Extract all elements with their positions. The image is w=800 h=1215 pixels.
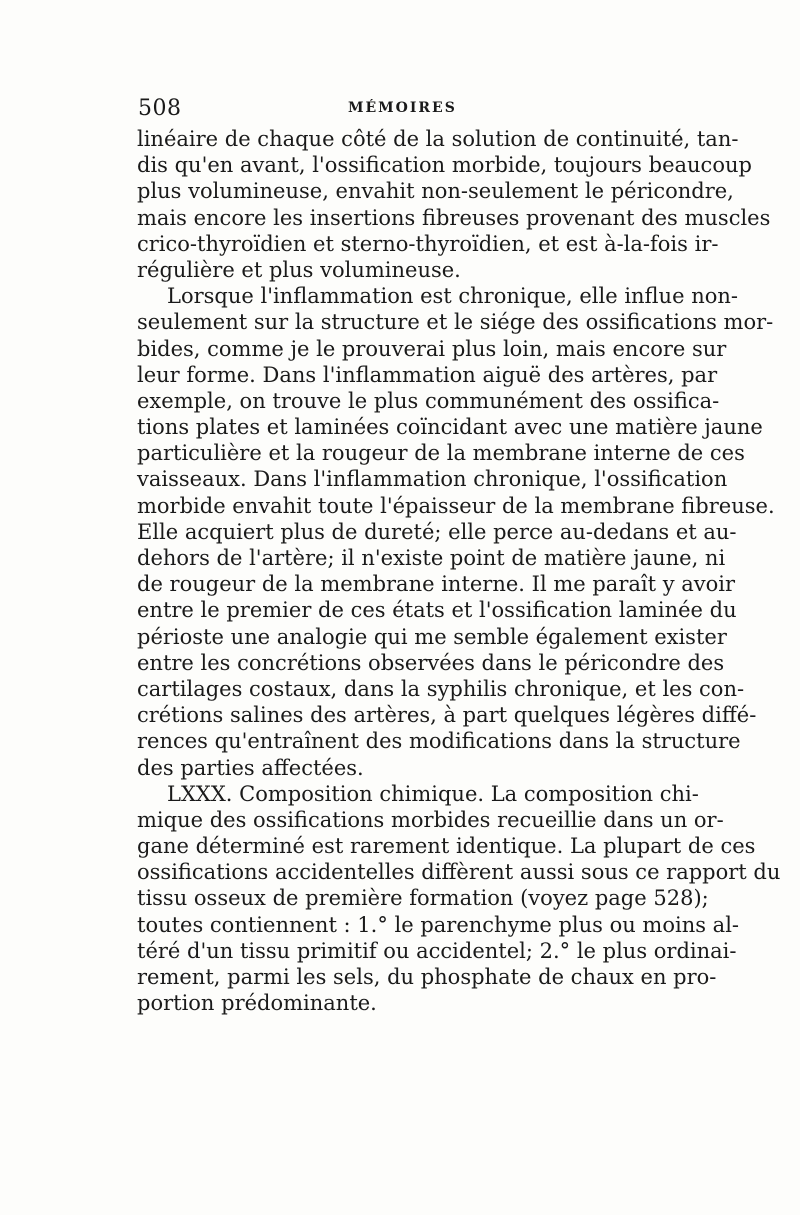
running-head: MÉMOIRES xyxy=(348,100,457,116)
text-line: crétions salines des artères, à part quelques légères diffé- xyxy=(137,703,757,728)
text-line: ossifications accidentelles diffèrent aussi sous ce rapport du xyxy=(137,860,781,885)
text-line: Elle acquiert plus de dureté; elle perce au-dedans et au- xyxy=(137,519,737,544)
text-line: leur forme. Dans l'inflammation aiguë des artères, par xyxy=(137,362,718,387)
text-line: régulière et plus volumineuse. xyxy=(137,257,461,282)
text-line: périoste une analogie qui me semble également exister xyxy=(137,624,727,649)
text-line: toutes contiennent : 1.° le parenchyme plus ou moins al- xyxy=(137,912,740,937)
text-line: rement, parmi les sels, du phosphate de chaux en pro- xyxy=(137,965,717,989)
text-line: de rougeur de la membrane interne. Il me paraît y avoir xyxy=(137,572,736,597)
text-line: tissu osseux de première formation (voyez page 528); xyxy=(137,886,709,911)
text-line: morbide envahit toute l'épaisseur de la membrane fibreuse. xyxy=(137,493,775,518)
text-line: linéaire de chaque côté de la solution de continuité, tan- xyxy=(137,127,739,151)
page-header xyxy=(138,96,658,126)
page-number: 508 xyxy=(138,96,182,121)
text-line: plus volumineuse, envahit non-seulement le péricondre, xyxy=(137,179,734,204)
text-line: rences qu'entraînent des modifications dans la structure xyxy=(137,729,741,754)
text-line: crico-thyroïdien et sterno-thyroïdien, et est à-la-fois ir- xyxy=(137,231,719,256)
text-line: dehors de l'artère; il n'existe point de matière jaune, ni xyxy=(137,546,726,570)
text-line: portion prédominante. xyxy=(137,991,377,1016)
text-line: vaisseaux. Dans l'inflammation chronique, l'ossification xyxy=(137,467,728,492)
text-line: cartilages costaux, dans la syphilis chronique, et les con- xyxy=(137,676,745,701)
text-line: entre les concrétions observées dans le péricondre des xyxy=(137,650,725,675)
text-line: des parties affectées. xyxy=(137,755,364,780)
text-line: tions plates et laminées coïncidant avec une matière jaune xyxy=(137,415,763,440)
text-line: exemple, on trouve le plus communément des ossifica- xyxy=(137,388,720,413)
text-line: gane déterminé est rarement identique. La plupart de ces xyxy=(137,834,756,859)
text-line: mais encore les insertions fibreuses provenant des muscles xyxy=(137,205,771,230)
text-line: seulement sur la structure et le siége des ossifications mor- xyxy=(137,310,774,335)
bleed-through-text xyxy=(134,1030,654,1050)
body-text xyxy=(137,126,781,1016)
text-line: particulière et la rougeur de la membrane interne de ces xyxy=(137,441,745,466)
text-line: téré d'un tissu primitif ou accidentel; 2.° le plus ordinai- xyxy=(137,938,737,963)
text-line: Lorsque l'inflammation est chronique, elle influe non- xyxy=(167,284,738,309)
text-line: entre le premier de ces états et l'ossification laminée du xyxy=(137,598,737,623)
section-heading-line: LXXX. Composition chimique. La composition chi- xyxy=(167,781,699,806)
text-line: mique des ossifications morbides recueillie dans un or- xyxy=(137,807,724,832)
text-line: dis qu'en avant, l'ossification morbide, toujours beaucoup xyxy=(137,153,752,178)
text-line: bides, comme je le prouverai plus loin, mais encore sur xyxy=(137,336,727,361)
